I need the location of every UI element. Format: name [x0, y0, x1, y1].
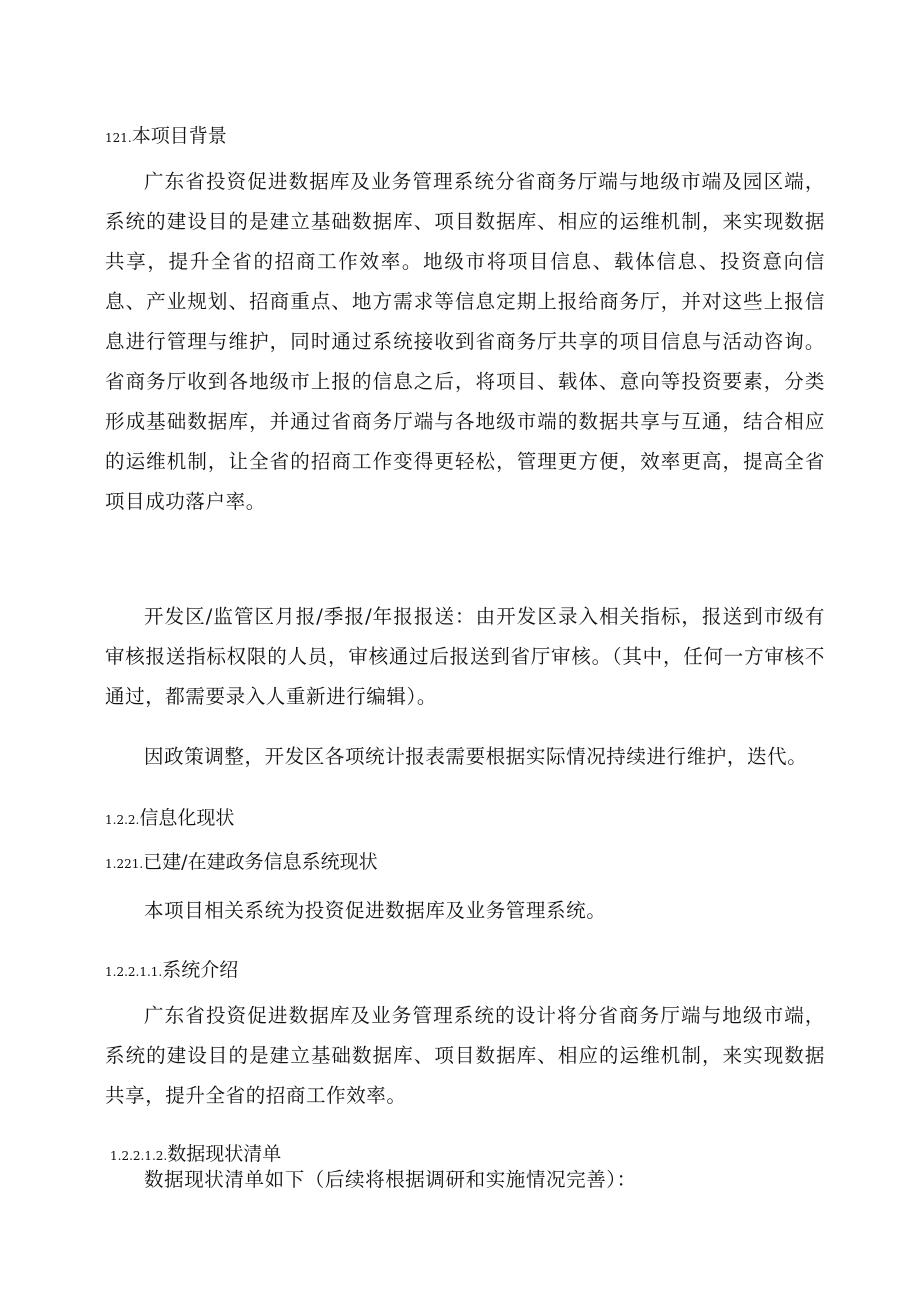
paragraph-background-3: 因政策调整，开发区各项统计报表需要根据实际情况持续进行维护，迭代。 — [144, 745, 808, 768]
section-heading-1-2-1 — [105, 124, 227, 150]
heading-title: 数据现状清单 — [167, 1143, 282, 1165]
paragraph-data-list: 数据现状清单如下（后续将根据调研和实施情况完善）： — [144, 1168, 637, 1191]
heading-number: 1.2.2.1.1. — [105, 965, 163, 979]
heading-title: 信息化现状 — [139, 807, 235, 829]
heading-number: 121. — [105, 131, 132, 145]
section-heading-1-2-2-1-1 — [105, 958, 238, 984]
paragraph-system-intro: 广东省投资促进数据库及业务管理系统的设计将分省商务厅端与地级市端，系统的建设目的是建立基础数据库、项目数据库、相应的运维机制，来实现数据共享，提升全省的招商工作效率。 — [105, 1004, 825, 1107]
section-heading-1-2-2-1 — [105, 850, 378, 876]
paragraph-related-system: 本项目相关系统为投资促进数据库及业务管理系统。 — [144, 899, 607, 922]
heading-number: 1.2.2.1.2. — [110, 1149, 168, 1163]
paragraph-background-1: 广东省投资促进数据库及业务管理系统分省商务厅端与地级市端及园区端，系统的建设目的是建立基础数据库、项目数据库、相应的运维机制，来实现数据共享，提升全省的招商工作效率。地级市将项目信息、载体信息、投资意向信息、产业规划、招商重点、地方需求等信息定期上报给商务厅，并对这些上报信息进行管理与维护，同时通过系统接收到省商务厅共享的项目信息与活动咨询。省商务厅收到各地级市上报的信息之后，将项目、载体、意向等投资要素，分类形成基础数据库，并通过省商务厅端与各地级市端的数据共享与互通，结合相应的运维机制，让全省的招商工作变得更轻松，管理更方便，效率更高，提高全省项目成功落户率。 — [105, 170, 825, 513]
heading-title: 本项目背景 — [131, 125, 227, 147]
section-heading-1-2-2 — [105, 806, 234, 832]
heading-number: 1.2.2. — [105, 813, 140, 827]
heading-number: 1.221. — [105, 857, 144, 871]
paragraph-background-2: 开发区/监管区月报/季报/年报报送：由开发区录入相关指标，报送到市级有审核报送指标权限的人员，审核通过后报送到省厅审核。（其中，任何一方审核不通过，都需要录入人重新进行编辑）。 — [105, 605, 825, 708]
heading-title: 系统介绍 — [162, 959, 239, 981]
heading-title: 已建/在建政务信息系统现状 — [143, 851, 378, 873]
